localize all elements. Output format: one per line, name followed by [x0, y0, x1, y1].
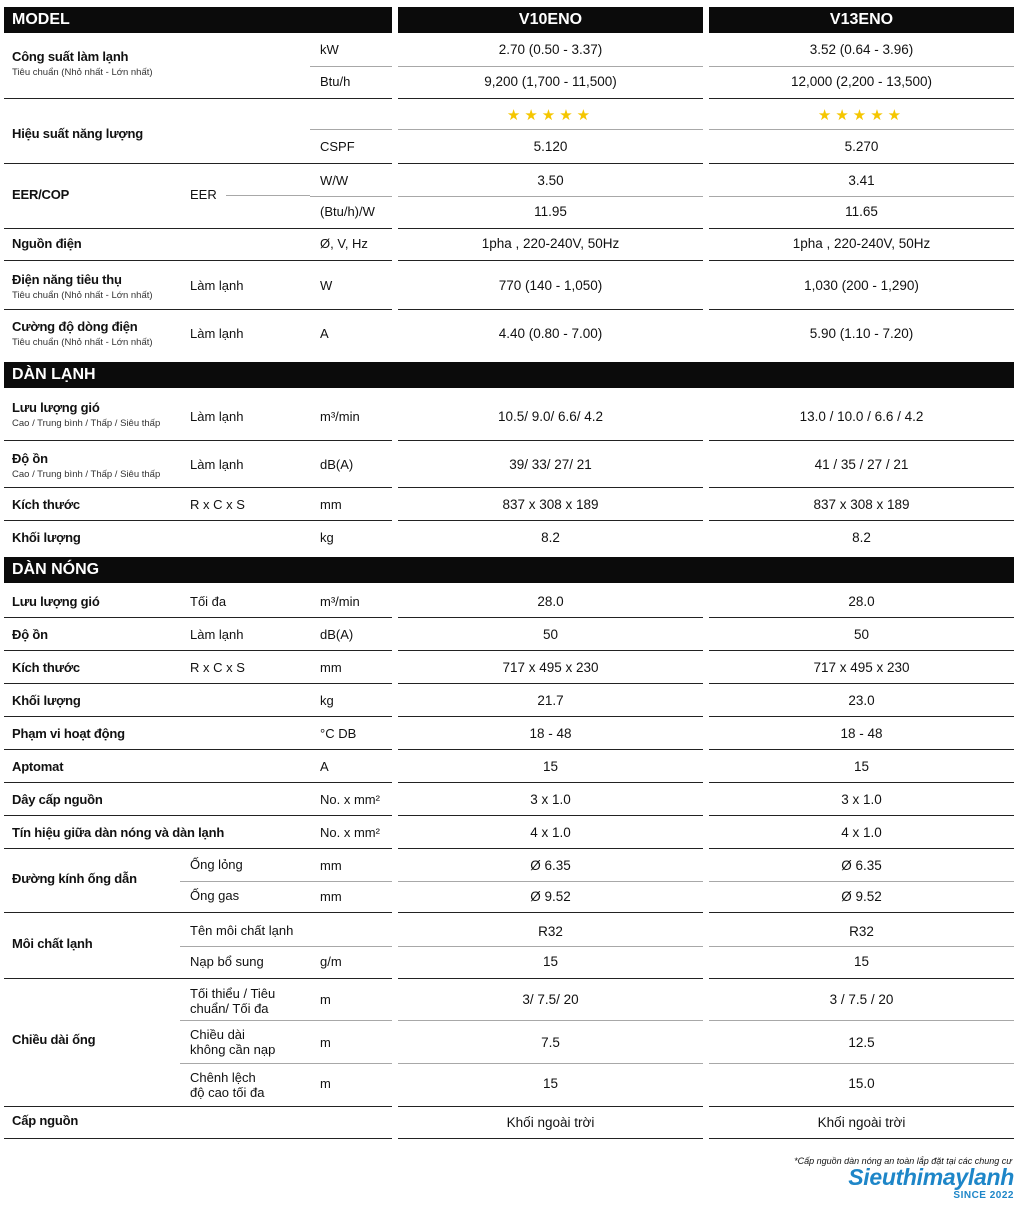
indoor-dimensions-label: Kích thước [12, 497, 80, 512]
row-divider [398, 129, 703, 130]
row-divider [398, 881, 703, 882]
liquid-pipe-unit: mm [320, 858, 342, 873]
additional-charge-v13eno: 15 [853, 954, 870, 969]
height-difference-b-mid: độ cao tối đa [190, 1085, 265, 1100]
eer-btuw-v10eno: 11.95 [534, 204, 567, 219]
cap-btu-unit: Btu/h [320, 74, 351, 89]
outdoor-weight-label: Khối lượng [12, 693, 81, 708]
section-indoor: DÀN LẠNH [4, 362, 1014, 388]
row-divider [709, 650, 1014, 651]
row-divider [398, 782, 703, 783]
power-consumption-v13eno: 1,030 (200 - 1,290) [804, 278, 919, 293]
indoor-noise-subnote: Cao / Trung bình / Thấp / Siêu thấp [12, 469, 161, 480]
indoor-dimensions-mid: R x C x S [190, 497, 245, 512]
row-divider [709, 946, 1014, 947]
operating-range-label: Phạm vi hoạt động [12, 726, 125, 741]
liquid-pipe-mid: Ống lỏng [190, 857, 243, 872]
row-divider [4, 617, 392, 618]
power-supply-v13eno: 1pha , 220-240V, 50Hz [792, 236, 931, 251]
row-divider [709, 1106, 1014, 1107]
row-divider [398, 163, 703, 164]
power-consumption-label: Điện năng tiêu thụ [12, 272, 122, 287]
row-divider [709, 260, 1014, 261]
indoor-noise-v10eno: 39/ 33/ 27/ 21 [509, 457, 592, 472]
additional-charge-v10eno: 15 [542, 954, 559, 969]
row-divider [4, 487, 392, 488]
indoor-airflow-label: Lưu lượng gió [12, 400, 100, 415]
row-divider [4, 749, 392, 750]
indoor-airflow-unit: m³/min [320, 409, 360, 424]
outdoor-airflow-mid: Tối đa [190, 594, 227, 609]
indoor-weight-label: Khối lượng [12, 530, 81, 545]
row-divider [4, 650, 392, 651]
current-v10eno: 4.40 (0.80 - 7.00) [498, 326, 603, 341]
row-divider [4, 912, 392, 913]
indoor-noise-unit: dB(A) [320, 457, 354, 472]
row-divider [4, 782, 392, 783]
row-divider [4, 440, 392, 441]
footnote: *Cấp nguồn dàn nóng an toàn lắp đặt tại các chung cư [794, 1156, 1012, 1166]
outdoor-dimensions-v13eno: 717 x 495 x 230 [813, 660, 910, 675]
gas-pipe-mid: Ống gas [190, 888, 240, 903]
cap-btu-v13eno: 12,000 (2,200 - 13,500) [790, 74, 933, 89]
row-divider [398, 1138, 703, 1139]
row-divider [709, 716, 1014, 717]
row-divider [4, 683, 392, 684]
signal-cable-label: Tín hiệu giữa dàn nóng và dàn lạnh [12, 825, 225, 840]
row-divider [709, 617, 1014, 618]
operating-range-v10eno: 18 - 48 [529, 726, 572, 741]
row-divider [398, 912, 703, 913]
outdoor-weight-unit: kg [320, 693, 334, 708]
outdoor-dimensions-mid: R x C x S [190, 660, 245, 675]
row-divider [398, 196, 703, 197]
row-divider [180, 1063, 392, 1064]
row-divider [226, 195, 310, 196]
cap-kw-unit: kW [320, 42, 339, 57]
row-divider [398, 978, 703, 979]
indoor-weight-v10eno: 8.2 [541, 530, 560, 545]
cspf-unit: CSPF [320, 139, 355, 154]
pipe-length-range-b-mid: chuẩn/ Tối đa [190, 1001, 269, 1016]
row-divider [4, 260, 392, 261]
indoor-noise-v13eno: 41 / 35 / 27 / 21 [814, 457, 909, 472]
cooling-capacity-label: Công suất làm lạnh [12, 49, 129, 64]
row-divider [398, 749, 703, 750]
row-divider [4, 848, 392, 849]
outdoor-noise-v10eno: 50 [542, 627, 559, 642]
current-label: Cường độ dòng điện [12, 319, 138, 334]
pipe-length-label: Chiều dài ống [12, 1032, 96, 1047]
row-divider [709, 309, 1014, 310]
pipe-length-range-unit: m [320, 992, 331, 1007]
signal-cable-v13eno: 4 x 1.0 [841, 825, 882, 840]
indoor-dimensions-unit: mm [320, 497, 342, 512]
row-divider [709, 1020, 1014, 1021]
row-divider [398, 440, 703, 441]
power-cable-v13eno: 3 x 1.0 [841, 792, 882, 807]
indoor-noise-label: Độ ồn [12, 451, 48, 466]
row-divider [398, 260, 703, 261]
header-model: MODEL [4, 7, 392, 33]
outdoor-dimensions-v10eno: 717 x 495 x 230 [502, 660, 599, 675]
row-divider [398, 815, 703, 816]
row-divider [709, 881, 1014, 882]
indoor-airflow-subnote: Cao / Trung bình / Thấp / Siêu thấp [12, 418, 161, 429]
outdoor-airflow-label: Lưu lượng gió [12, 594, 100, 609]
cap-kw-v10eno: 2.70 (0.50 - 3.37) [498, 42, 603, 57]
pipe-diameter-label: Đường kính ống dẫn [12, 871, 137, 886]
pipe-length-range-a-mid: Tối thiểu / Tiêu [190, 986, 276, 1001]
row-divider [709, 129, 1014, 130]
gas-pipe-v10eno: Ø 9.52 [530, 889, 571, 904]
power-supply-v10eno: 1pha , 220-240V, 50Hz [481, 236, 620, 251]
row-divider [398, 848, 703, 849]
row-divider [709, 196, 1014, 197]
operating-range-unit: °C DB [320, 726, 357, 741]
row-divider [709, 978, 1014, 979]
row-divider [709, 815, 1014, 816]
eer-ww-v13eno: 3.41 [848, 173, 875, 188]
indoor-airflow-mid: Làm lạnh [190, 409, 244, 424]
gas-pipe-v13eno: Ø 9.52 [841, 889, 882, 904]
row-divider [709, 848, 1014, 849]
eer-btuw-v13eno: 11.65 [845, 204, 878, 219]
row-divider [709, 1138, 1014, 1139]
row-divider [180, 881, 392, 882]
height-difference-v10eno: 15 [542, 1076, 559, 1091]
eer-cop-mid: EER [190, 187, 217, 202]
row-divider [310, 196, 392, 197]
liquid-pipe-v13eno: Ø 6.35 [841, 858, 882, 873]
rating-stars-v10eno: ★★★★★ [506, 107, 595, 124]
row-divider [398, 1106, 703, 1107]
eer-ww-v10eno: 3.50 [537, 173, 564, 188]
row-divider [709, 228, 1014, 229]
row-divider [180, 946, 392, 947]
section-outdoor: DÀN NÓNG [4, 557, 1014, 583]
cap-kw-v13eno: 3.52 (0.64 - 3.96) [809, 42, 914, 57]
power-supply-label: Nguồn điện [12, 236, 82, 251]
row-divider [709, 520, 1014, 521]
power-consumption-mid: Làm lạnh [190, 278, 244, 293]
power-supply-side-v10eno: Khối ngoài trời [506, 1115, 595, 1130]
power-cable-label: Dây cấp nguồn [12, 792, 103, 807]
outdoor-noise-label: Độ ồn [12, 627, 48, 642]
row-divider [4, 228, 392, 229]
rating-stars-v13eno: ★★★★★ [817, 107, 906, 124]
row-divider [4, 815, 392, 816]
additional-charge-mid: Nạp bổ sung [190, 954, 264, 969]
cooling-capacity-subnote: Tiêu chuẩn (Nhỏ nhất - Lớn nhất) [12, 67, 153, 78]
power-consumption-v10eno: 770 (140 - 1,050) [498, 278, 603, 293]
eer-cop-label: EER/COP [12, 187, 70, 202]
row-divider [398, 1020, 703, 1021]
current-unit: A [320, 326, 329, 341]
row-divider [709, 440, 1014, 441]
row-divider [4, 520, 392, 521]
row-divider [709, 912, 1014, 913]
row-divider [398, 716, 703, 717]
additional-charge-unit: g/m [320, 954, 342, 969]
brand-since: SINCE 2022 [953, 1190, 1014, 1201]
row-divider [398, 1063, 703, 1064]
signal-cable-unit: No. x mm² [320, 825, 380, 840]
chargeless-length-v13eno: 12.5 [848, 1035, 875, 1050]
height-difference-v13eno: 15.0 [848, 1076, 875, 1091]
row-divider [398, 66, 703, 67]
row-divider [4, 978, 392, 979]
power-cable-v10eno: 3 x 1.0 [530, 792, 571, 807]
outdoor-noise-unit: dB(A) [320, 627, 354, 642]
row-divider [4, 309, 392, 310]
gas-pipe-unit: mm [320, 889, 342, 904]
outdoor-airflow-v13eno: 28.0 [848, 594, 875, 609]
cap-btu-v10eno: 9,200 (1,700 - 11,500) [484, 74, 617, 89]
outdoor-airflow-v10eno: 28.0 [537, 594, 564, 609]
current-subnote: Tiêu chuẩn (Nhỏ nhất - Lớn nhất) [12, 337, 153, 348]
signal-cable-v10eno: 4 x 1.0 [530, 825, 571, 840]
row-divider [709, 749, 1014, 750]
row-divider [398, 650, 703, 651]
outdoor-noise-mid: Làm lạnh [190, 627, 244, 642]
pipe-length-range-v10eno: 3/ 7.5/ 20 [522, 992, 579, 1007]
operating-range-v13eno: 18 - 48 [840, 726, 883, 741]
breaker-v10eno: 15 [542, 759, 559, 774]
power-supply-unit: Ø, V, Hz [320, 236, 368, 251]
indoor-airflow-v13eno: 13.0 / 10.0 / 6.6 / 4.2 [799, 409, 924, 424]
row-divider [398, 617, 703, 618]
row-divider [4, 98, 392, 99]
liquid-pipe-v10eno: Ø 6.35 [530, 858, 571, 873]
row-divider [709, 782, 1014, 783]
power-consumption-unit: W [320, 278, 333, 293]
refrigerant-name-v10eno: R32 [538, 924, 563, 939]
cspf-v13eno: 5.270 [844, 139, 879, 154]
row-divider [398, 946, 703, 947]
outdoor-dimensions-label: Kích thước [12, 660, 80, 675]
row-divider [709, 98, 1014, 99]
row-divider [398, 487, 703, 488]
row-divider [4, 163, 392, 164]
row-divider [709, 683, 1014, 684]
row-divider [709, 487, 1014, 488]
indoor-weight-unit: kg [320, 530, 334, 545]
header-v13eno: V13ENO [709, 7, 1014, 33]
row-divider [310, 129, 392, 130]
row-divider [709, 66, 1014, 67]
row-divider [4, 1138, 392, 1139]
header-v10eno: V10ENO [398, 7, 703, 33]
power-supply-side-label: Cấp nguồn [12, 1113, 79, 1128]
power-cable-unit: No. x mm² [320, 792, 380, 807]
indoor-airflow-v10eno: 10.5/ 9.0/ 6.6/ 4.2 [497, 409, 604, 424]
power-supply-side-v13eno: Khối ngoài trời [817, 1115, 906, 1130]
row-divider [398, 98, 703, 99]
row-divider [709, 163, 1014, 164]
row-divider [398, 520, 703, 521]
row-divider [398, 309, 703, 310]
refrigerant-name-mid: Tên môi chất lạnh [190, 923, 294, 938]
indoor-dimensions-v10eno: 837 x 308 x 189 [502, 497, 599, 512]
breaker-label: Aptomat [12, 759, 64, 774]
pipe-length-range-v13eno: 3 / 7.5 / 20 [829, 992, 894, 1007]
indoor-dimensions-v13eno: 837 x 308 x 189 [813, 497, 910, 512]
current-v13eno: 5.90 (1.10 - 7.20) [809, 326, 914, 341]
refrigerant-label: Môi chất lạnh [12, 936, 93, 951]
power-consumption-subnote: Tiêu chuẩn (Nhỏ nhất - Lớn nhất) [12, 290, 153, 301]
outdoor-airflow-unit: m³/min [320, 594, 360, 609]
outdoor-noise-v13eno: 50 [853, 627, 870, 642]
row-divider [310, 66, 392, 67]
breaker-v13eno: 15 [853, 759, 870, 774]
brand-logo [848, 1164, 1014, 1202]
row-divider [4, 1106, 392, 1107]
eer-ww-unit: W/W [320, 173, 349, 188]
breaker-unit: A [320, 759, 329, 774]
eer-btuw-unit: (Btu/h)/W [320, 204, 375, 219]
chargeless-length-b-mid: không cần nạp [190, 1042, 276, 1057]
row-divider [709, 1063, 1014, 1064]
current-mid: Làm lạnh [190, 326, 244, 341]
row-divider [398, 228, 703, 229]
outdoor-weight-v13eno: 23.0 [848, 693, 875, 708]
indoor-noise-mid: Làm lạnh [190, 457, 244, 472]
indoor-weight-v13eno: 8.2 [852, 530, 871, 545]
energy-efficiency-label: Hiệu suất năng lượng [12, 126, 143, 141]
outdoor-weight-v10eno: 21.7 [537, 693, 564, 708]
height-difference-a-mid: Chênh lệch [190, 1070, 256, 1085]
chargeless-length-unit: m [320, 1035, 331, 1050]
cspf-v10eno: 5.120 [533, 139, 568, 154]
height-difference-unit: m [320, 1076, 331, 1091]
brand-name: Sieuthimaylanh [848, 1164, 1014, 1190]
chargeless-length-v10eno: 7.5 [541, 1035, 560, 1050]
row-divider [4, 716, 392, 717]
row-divider [398, 683, 703, 684]
chargeless-length-a-mid: Chiều dài [190, 1027, 245, 1042]
refrigerant-name-v13eno: R32 [849, 924, 874, 939]
outdoor-dimensions-unit: mm [320, 660, 342, 675]
row-divider [180, 1020, 392, 1021]
